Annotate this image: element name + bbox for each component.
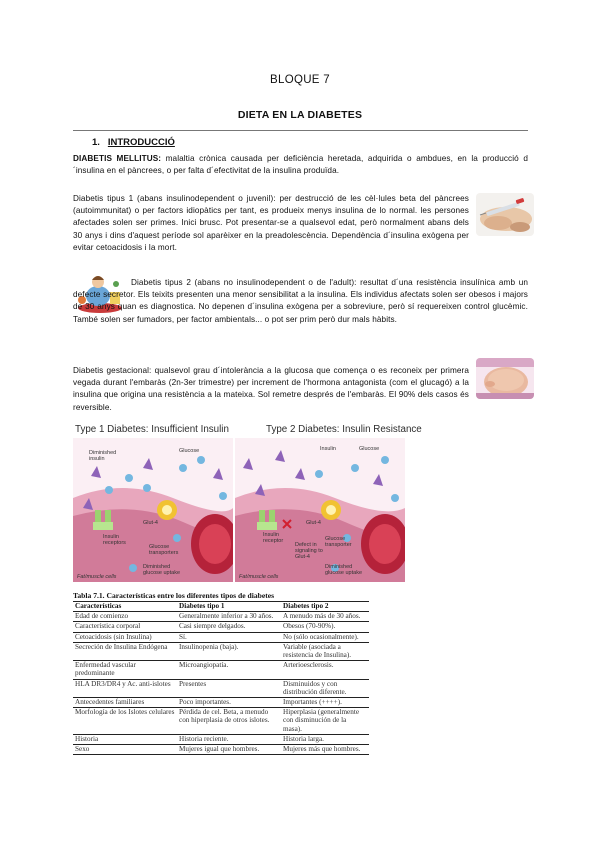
- p2-glut4: Glut-4: [306, 520, 321, 526]
- panel1-title: Type 1 Diabetes: Insufficient Insulin: [75, 424, 229, 435]
- panel2-illustration: [235, 438, 405, 582]
- table-cell: Insulinopenia (baja).: [177, 642, 281, 660]
- page-title: DIETA EN LA DIABETES: [237, 109, 363, 121]
- p2-diminished-uptake: Diminished glucose uptake: [325, 564, 362, 576]
- p2-insulin-receptor: Insulin receptor: [263, 532, 284, 544]
- table-header-cell: Diabetes tipo 1: [177, 602, 281, 612]
- table-header-cell: Características: [73, 602, 177, 612]
- table-header-cell: Diabetes tipo 2: [281, 602, 369, 612]
- table-cell: Historia reciente.: [177, 734, 281, 744]
- tipus2-paragraph: Diabetis tipus 2 (abans no insulinodependent o de l'adult): resultat d´una resistència insulínica amb un defecte secretor. Els teixits presenten una menor sensibilitat a la insulina. Els individus afectats solen ser obesos i majors de 30 anys quan es diagnostica. No depenen d´insulina exògena per a sobreviure, però sí requereixen control glucèmic. També solen ser fumadors, per factor ambientals... o pot ser prim però dur mals hàbits.: [73, 278, 528, 324]
- table-cell: Pérdida de cel. Beta, a menudo con hiperplasia de otros islotes.: [177, 708, 281, 735]
- table-cell: Importantes (++++).: [281, 698, 369, 708]
- table-caption: Tabla 7.1. Características entre los diferentes tipos de diabetes: [73, 591, 275, 600]
- table-row: [73, 679, 369, 697]
- mellitus-paragraph: [73, 153, 528, 177]
- table-cell: Historia: [73, 734, 177, 744]
- table-header-row: [73, 602, 369, 612]
- tipus1-paragraph: Diabetis tipus 1 (abans insulinodependent o juvenil): per destrucció de les cèl·lules beta del pàncrees (autoimmunitat) o per factors idiopàtics per tant, es produeix menys insulina de lo normal. les persones afectades solen ser primes. Inici brusc. Pot presentar-se a qualsevol edat, però normalment abans dels 30 anys i dins d'aquest període sol aparèixer en la preadolescència. Dependència d´insulina exògena per evitar cetoacidosis i la mort.: [73, 194, 469, 252]
- section-number: 1.: [92, 137, 100, 148]
- table-cell: Cetoacidosis (sin Insulina): [73, 632, 177, 642]
- mellitus-label: DIABETIS MELLITUS:: [73, 154, 162, 163]
- table-cell: Característica corporal: [73, 622, 177, 632]
- p1-glucose-transporters: Glucose transporters: [149, 544, 179, 556]
- table-cell: Antecedentes familiares: [73, 698, 177, 708]
- table-cell: Disminuidos y con distribución diferente.: [281, 679, 369, 697]
- section-title: INTRODUCCIÓ: [107, 137, 175, 148]
- table-cell: Mujeres igual que hombres.: [177, 745, 281, 755]
- table-cell: Poco importantes.: [177, 698, 281, 708]
- table-cell: Presentes: [177, 679, 281, 697]
- table-cell: Obesos (70-90%).: [281, 622, 369, 632]
- table-cell: Microangiopatía.: [177, 661, 281, 679]
- table-cell: No (sólo ocasionalmente).: [281, 632, 369, 642]
- p1-glucose: Glucose: [179, 448, 200, 454]
- table-cell: HLA DR3/DR4 y Ac. anti-islotes: [73, 679, 177, 697]
- p2-glucose: Glucose: [359, 446, 380, 452]
- section-heading: [92, 137, 175, 148]
- table-row: [73, 642, 369, 660]
- insulin-injection-image: [476, 193, 534, 236]
- table-cell: Sí.: [177, 632, 281, 642]
- table-cell: Hiperplasia (generalmente con disminución de la masa).: [281, 708, 369, 735]
- title-divider: [73, 130, 528, 131]
- p1-diminished-insulin: Diminished insulin: [89, 450, 117, 462]
- pregnant-belly-image: [476, 358, 534, 399]
- insulin-diagram: [73, 424, 535, 582]
- table-row: [73, 622, 369, 632]
- p2-glucose-transporter: Glucose transporter: [325, 536, 352, 548]
- table-cell: Casi siempre delgados.: [177, 622, 281, 632]
- panel2-title: Type 2 Diabetes: Insulin Resistance: [266, 424, 422, 435]
- table-row: [73, 632, 369, 642]
- table-row: [73, 734, 369, 744]
- table-cell: Enfermedad vascular predominante: [73, 661, 177, 679]
- mellitus-text: malaltia crònica causada per deficiència heretada, adquirida o ambdues, en la producció d´insulina en el pàncrees, o per falta d´efectivitat de la insulina produïda.: [73, 154, 528, 176]
- table-cell: A menudo más de 30 años.: [281, 612, 369, 622]
- table-cell: Arterioesclerosis.: [281, 661, 369, 679]
- p2-defect: Defect in signaling to Glut-4: [295, 542, 323, 560]
- p1-insulin-receptors: Insulin receptors: [103, 534, 126, 546]
- gestacional-paragraph: Diabetis gestacional: qualsevol grau d´intolerància a la glucosa que comença o es reconeix per primera vegada durant l'embaràs (2n-3er trimestre) per increment de l'hormona antagonista (com el glucagó) a la insulina que origina una resistència a la mateixa. Sol remetre després de l'embaràs. El 90% dels casos és reversible.: [73, 366, 469, 412]
- table-row: [73, 612, 369, 622]
- table-cell: Secreción de Insulina Endógena: [73, 642, 177, 660]
- table-row: [73, 661, 369, 679]
- block-label: BLOQUE 7: [270, 74, 330, 86]
- table-row: [73, 698, 369, 708]
- table-row: [73, 708, 369, 735]
- table-cell: Generalmente inferior a 30 años.: [177, 612, 281, 622]
- table-cell: Variable (asociada a resistencia de Insulina).: [281, 642, 369, 660]
- table-cell: Sexo: [73, 745, 177, 755]
- p1-fat-muscle: Fat/muscle cells: [77, 574, 117, 580]
- table-cell: Edad de comienzo: [73, 612, 177, 622]
- p2-fat-muscle: Fat/muscle cells: [239, 574, 279, 580]
- table-cell: Morfología de los Islotes celulares: [73, 708, 177, 735]
- table-row: [73, 745, 369, 755]
- p2-insulin: Insulin: [320, 446, 336, 452]
- p1-diminished-uptake: Diminished glucose uptake: [143, 564, 180, 576]
- table-cell: Historia larga.: [281, 734, 369, 744]
- diabetes-comparison-table: [73, 601, 369, 755]
- table-cell: Mujeres más que hombres.: [281, 745, 369, 755]
- p1-glut4: Glut-4: [143, 520, 158, 526]
